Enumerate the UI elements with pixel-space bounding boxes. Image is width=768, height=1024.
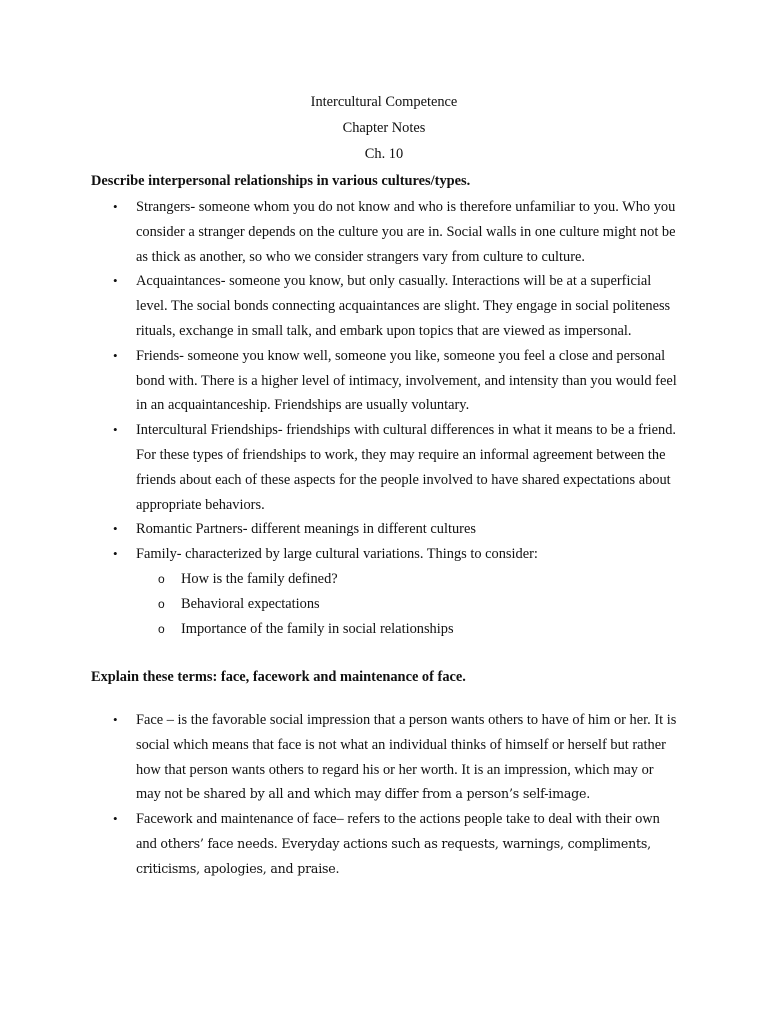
- family-sublist: [136, 567, 678, 641]
- document-title: Intercultural Competence: [310, 94, 458, 110]
- list-item-text: Family- characterized by large cultural variations. Things to consider:: [136, 546, 538, 563]
- list-item-text: Acquaintances- someone you know, but only casually. Interactions will be at a superficial level. The social bonds connecting acquaintances are slight. They engage in social politeness rituals, exchange in small talk, and embark upon topics that are viewed as impersonal.: [136, 273, 671, 339]
- bullet-icon: •: [113, 712, 118, 727]
- sublist-item-text: Importance of the family in social relationships: [181, 620, 454, 637]
- document-subtitle: Chapter Notes: [342, 120, 426, 136]
- list-item-intercultural-friendships: [0, 418, 768, 517]
- list-item-romantic-partners: [0, 517, 768, 542]
- list-item-friends: [0, 344, 768, 418]
- bullet-icon: •: [113, 347, 118, 363]
- bullet-icon: •: [113, 546, 118, 562]
- sublist-item: [136, 592, 678, 617]
- list-item-facework: [0, 807, 768, 881]
- list-item-text: Friends- someone you know well, someone you like, someone you feel a close and personal bond with. There is a higher level of intimacy, involvement, and intensity than you would feel in an acquaintanceship. Friendships are usually voluntary.: [136, 347, 677, 414]
- section-heading-relationships: Describe interpersonal relationships in various cultures/types.: [91, 173, 471, 189]
- bullet-icon: •: [113, 199, 118, 214]
- list-item-acquaintances: [0, 269, 768, 343]
- sublist-item-text: Behavioral expectations: [181, 595, 320, 612]
- bullet-icon: •: [113, 521, 118, 537]
- list-item-face: [0, 708, 768, 807]
- bullet-icon: •: [113, 811, 118, 827]
- sublist-item: [136, 567, 678, 592]
- sub-bullet-icon: o: [158, 596, 165, 611]
- list-item-text: Facework and maintenance of face– refers to the actions people take to deal with their own and: [136, 811, 660, 852]
- list-item-text: Intercultural Friendships- friendships with cultural differences in what it means to be a friend. For these types of friendships to work, they may require an informal agreement between the friends about each of these aspects for the people involved to have shared expectations about appropriate behaviors.: [136, 422, 677, 513]
- sublist-item-text: How is the family defined?: [181, 570, 338, 587]
- list-item-strangers: [0, 195, 768, 269]
- list-item-text: Strangers- someone whom you do not know and who is therefore unfamiliar to you. Who you consider a stranger depends on the culture you are in. Social walls in one culture might not be as thick as another, so who we consider strangers vary from culture to culture.: [136, 199, 676, 265]
- sublist-item: [136, 617, 678, 642]
- chapter-label: Ch. 10: [364, 146, 404, 162]
- list-item-text-continued: others’ face needs. Everyday actions such as requests, warnings, compliments, criticisms, apologies, and praise.: [136, 835, 651, 876]
- section-heading-face: Explain these terms: face, facework and maintenance of face.: [91, 669, 466, 685]
- bullet-icon: •: [113, 273, 118, 289]
- sub-bullet-icon: o: [158, 621, 165, 636]
- sub-bullet-icon: o: [158, 571, 165, 586]
- bullet-icon: •: [113, 422, 118, 438]
- list-item-text: Romantic Partners- different meanings in different cultures: [136, 521, 476, 538]
- list-item-family: [0, 542, 768, 641]
- face-terms-list: [0, 708, 768, 882]
- list-item-text-continued: shared by all and which may differ from a person’s self-image.: [203, 786, 591, 802]
- relationships-list: [0, 195, 768, 641]
- list-item-text: Face – is the favorable social impression that a person wants others to have of him or her. It is social which means that face is not what an individual thinks of himself or herself but rather how that person wants others to regard his or her worth. It is an impression, which may or may not be: [136, 712, 677, 803]
